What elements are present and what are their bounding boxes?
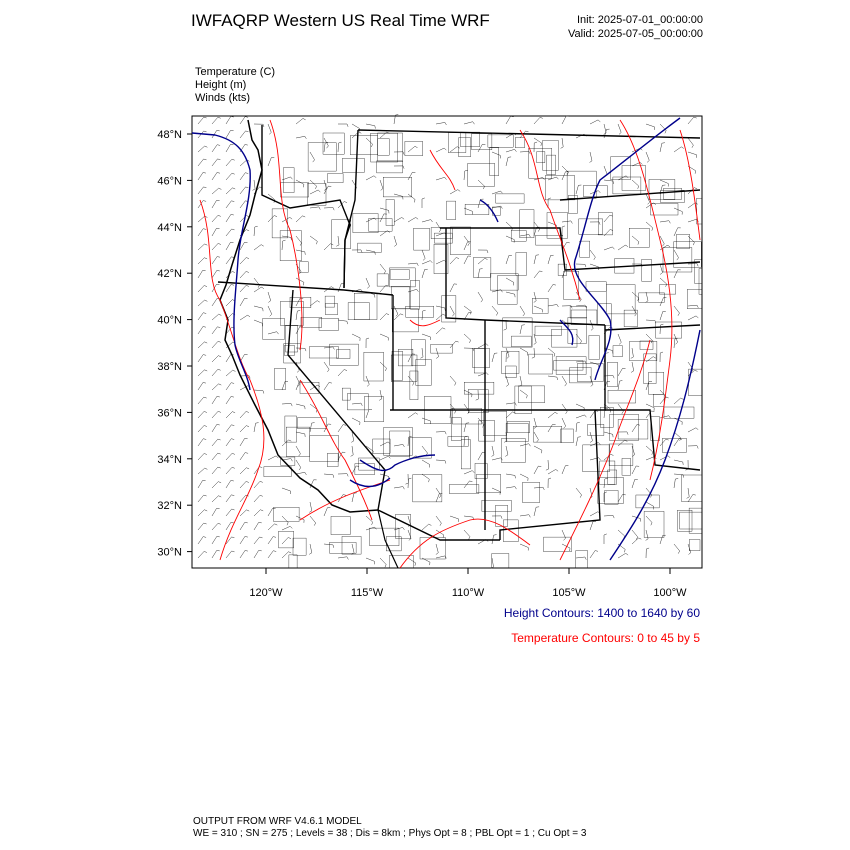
lat-label: 36°N (157, 407, 182, 420)
lat-label: 40°N (157, 314, 182, 327)
field-winds: Winds (kts) (195, 92, 250, 104)
lat-label: 44°N (157, 221, 182, 234)
page-title: IWFAQRP Western US Real Time WRF (191, 11, 490, 30)
lat-label: 42°N (157, 268, 182, 281)
field-height: Height (m) (195, 79, 247, 91)
lat-label: 30°N (157, 546, 182, 559)
longitude-labels (249, 568, 687, 599)
lon-label: 120°W (249, 587, 283, 599)
lon-label: 110°W (451, 587, 485, 599)
lat-label: 48°N (157, 129, 182, 141)
lon-label: 100°W (653, 587, 687, 599)
field-temperature: Temperature (C) (195, 66, 276, 78)
height-contour-legend: Height Contours: 1400 to 1640 by 60 (503, 606, 700, 620)
lat-label: 46°N (157, 175, 182, 188)
map-frame (192, 116, 702, 568)
latitude-labels (157, 129, 192, 559)
init-time: Init: 2025-07-01_00:00:00 (577, 14, 703, 26)
lat-label: 32°N (157, 500, 182, 513)
lon-label: 105°W (552, 587, 586, 599)
valid-time: Valid: 2025-07-05_00:00:00 (568, 28, 703, 40)
model-output-line: OUTPUT FROM WRF V4.6.1 MODEL (193, 816, 362, 827)
temperature-contour-legend: Temperature Contours: 0 to 45 by 5 (511, 631, 700, 645)
model-config-line: WE = 310 ; SN = 275 ; Levels = 38 ; Dis = 8km ; Phys Opt = 8 ; PBL Opt = 1 ; Cu Opt = 3 (193, 828, 587, 839)
lon-label: 115°W (350, 587, 384, 599)
lat-label: 38°N (157, 361, 182, 373)
lat-label: 34°N (157, 453, 182, 466)
